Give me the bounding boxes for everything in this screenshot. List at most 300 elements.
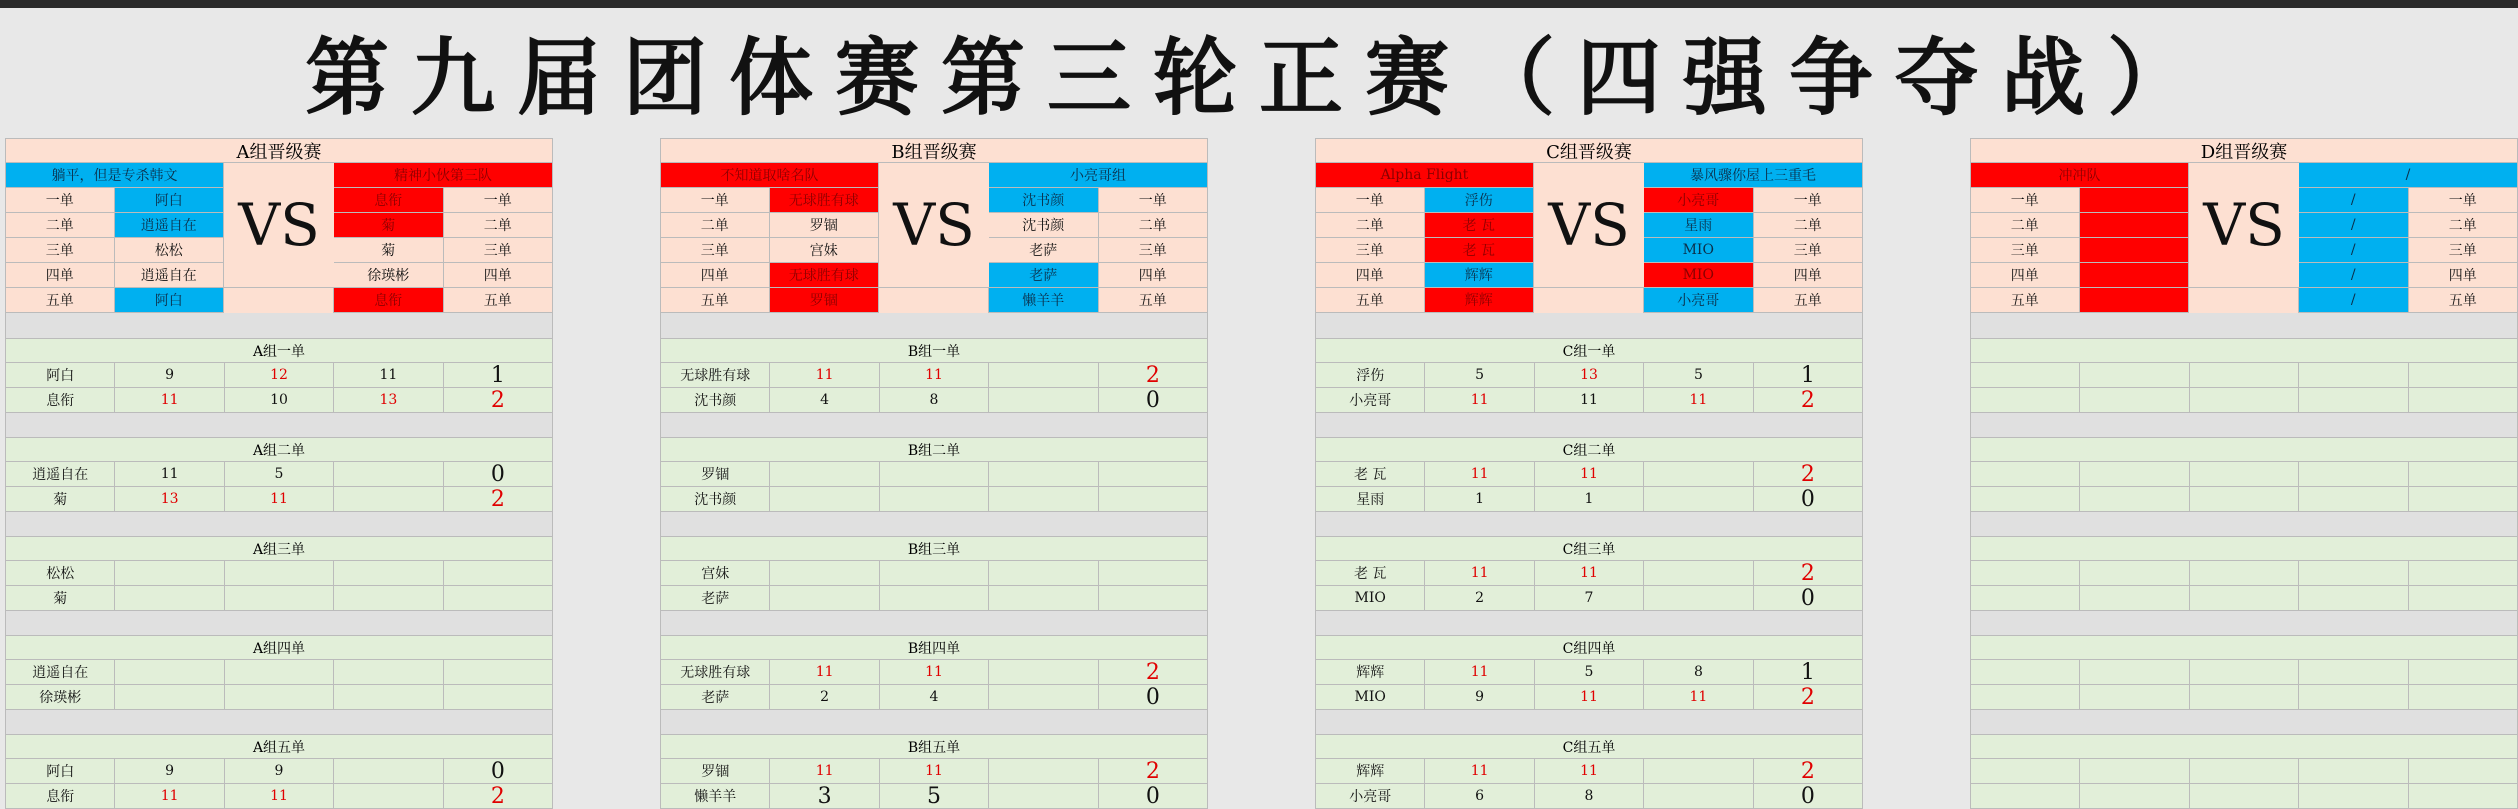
game-score bbox=[334, 487, 443, 512]
game-score: 9 bbox=[115, 363, 224, 388]
spacer-row bbox=[1970, 313, 2518, 338]
game-score bbox=[225, 685, 334, 710]
score-row bbox=[660, 363, 1208, 388]
game-score bbox=[2299, 685, 2408, 710]
game-score: 11 bbox=[1644, 685, 1753, 710]
lineup-row bbox=[1315, 288, 1863, 313]
spacer-row bbox=[660, 313, 1208, 338]
game-score: 11 bbox=[334, 363, 443, 388]
score-row bbox=[660, 487, 1208, 512]
score-row bbox=[1970, 363, 2518, 388]
position-label: 三单 bbox=[1315, 238, 1425, 263]
lineup-row bbox=[5, 288, 553, 313]
game-score bbox=[225, 561, 334, 586]
match-title: B组三单 bbox=[660, 536, 1208, 561]
score-row bbox=[5, 487, 553, 512]
score-row bbox=[1315, 784, 1863, 809]
score-row bbox=[1315, 487, 1863, 512]
match-total bbox=[1099, 462, 1208, 487]
game-score bbox=[2080, 784, 2189, 809]
game-score: 11 bbox=[1535, 462, 1644, 487]
match-title: C组一单 bbox=[1315, 338, 1863, 363]
left-player bbox=[2080, 238, 2190, 263]
score-player: 息衔 bbox=[5, 784, 115, 809]
position-label: 五单 bbox=[1754, 288, 1864, 313]
game-score bbox=[2190, 561, 2299, 586]
game-score: 9 bbox=[225, 759, 334, 784]
game-score: 11 bbox=[880, 363, 989, 388]
game-score bbox=[2190, 462, 2299, 487]
game-score bbox=[334, 586, 443, 611]
match-total bbox=[2409, 561, 2518, 586]
left-player: 阿白 bbox=[115, 288, 225, 313]
match-total bbox=[2409, 462, 2518, 487]
score-row bbox=[660, 784, 1208, 809]
game-score bbox=[2080, 388, 2189, 413]
position-label: 四单 bbox=[1315, 263, 1425, 288]
game-score bbox=[2080, 759, 2189, 784]
match-title: A组一单 bbox=[5, 338, 553, 363]
game-score bbox=[115, 586, 224, 611]
game-score bbox=[334, 784, 443, 809]
match-total: 2 bbox=[1754, 685, 1863, 710]
spacer-row bbox=[1315, 313, 1863, 338]
score-row bbox=[1315, 685, 1863, 710]
game-score: 13 bbox=[334, 388, 443, 413]
match-title bbox=[1970, 338, 2518, 363]
group-header: C组晋级赛 bbox=[1315, 138, 1863, 163]
match-total: 0 bbox=[1099, 685, 1208, 710]
right-player: / bbox=[2299, 238, 2409, 263]
group-panel bbox=[660, 138, 1208, 809]
position-label: 三单 bbox=[444, 238, 554, 263]
left-player: 辉辉 bbox=[1425, 288, 1535, 313]
game-score: 11 bbox=[1425, 759, 1534, 784]
score-row bbox=[1970, 685, 2518, 710]
game-score bbox=[1644, 462, 1753, 487]
right-player: 息衔 bbox=[334, 188, 444, 213]
game-score: 11 bbox=[770, 363, 879, 388]
team-right-name: 暴风骤你屋上三重毛 bbox=[1644, 163, 1863, 188]
position-label: 五单 bbox=[2409, 288, 2518, 313]
score-row bbox=[660, 759, 1208, 784]
score-row bbox=[1315, 462, 1863, 487]
left-player: 逍遥自在 bbox=[115, 263, 225, 288]
position-label: 一单 bbox=[1754, 188, 1864, 213]
position-label: 四单 bbox=[444, 263, 554, 288]
game-score: 5 bbox=[225, 462, 334, 487]
position-label: 二单 bbox=[1099, 213, 1209, 238]
score-row bbox=[1315, 388, 1863, 413]
game-score: 8 bbox=[1535, 784, 1644, 809]
vs-spacer bbox=[2189, 288, 2299, 313]
score-row bbox=[5, 363, 553, 388]
position-label: 三单 bbox=[2409, 238, 2518, 263]
right-player: 沈书颜 bbox=[989, 188, 1099, 213]
score-player: 徐瑛彬 bbox=[5, 685, 115, 710]
match-total: 2 bbox=[1754, 561, 1863, 586]
game-score bbox=[334, 759, 443, 784]
match-total bbox=[2409, 759, 2518, 784]
match-title: C组四单 bbox=[1315, 635, 1863, 660]
match-total: 2 bbox=[444, 487, 553, 512]
right-player: 沈书颜 bbox=[989, 213, 1099, 238]
game-score bbox=[2190, 388, 2299, 413]
position-label: 四单 bbox=[660, 263, 770, 288]
score-player: 松松 bbox=[5, 561, 115, 586]
game-score: 5 bbox=[1425, 363, 1534, 388]
match-title bbox=[1970, 536, 2518, 561]
game-score: 1 bbox=[1425, 487, 1534, 512]
lineup-row bbox=[1970, 288, 2518, 313]
position-label: 二单 bbox=[1970, 213, 2080, 238]
score-player: 小亮哥 bbox=[1315, 388, 1425, 413]
match-total: 1 bbox=[1754, 363, 1863, 388]
game-score bbox=[2080, 363, 2189, 388]
match-title: C组三单 bbox=[1315, 536, 1863, 561]
game-score bbox=[334, 561, 443, 586]
game-score bbox=[2299, 388, 2408, 413]
game-score bbox=[334, 660, 443, 685]
position-label: 四单 bbox=[5, 263, 115, 288]
game-score bbox=[334, 685, 443, 710]
match-total: 2 bbox=[1754, 388, 1863, 413]
game-score bbox=[2299, 462, 2408, 487]
spacer-row bbox=[660, 413, 1208, 438]
score-player: 息衔 bbox=[5, 388, 115, 413]
match-title: A组五单 bbox=[5, 734, 553, 759]
game-score: 5 bbox=[880, 784, 989, 809]
left-player bbox=[2080, 188, 2190, 213]
match-total bbox=[2409, 660, 2518, 685]
match-total bbox=[2409, 363, 2518, 388]
game-score: 6 bbox=[1425, 784, 1534, 809]
match-title bbox=[1970, 437, 2518, 462]
game-score: 11 bbox=[1425, 660, 1534, 685]
game-score: 7 bbox=[1535, 586, 1644, 611]
score-row bbox=[1970, 561, 2518, 586]
game-score bbox=[880, 561, 989, 586]
vs-spacer bbox=[879, 288, 989, 313]
game-score: 9 bbox=[1425, 685, 1534, 710]
game-score bbox=[1644, 561, 1753, 586]
match-title: C组二单 bbox=[1315, 437, 1863, 462]
score-row bbox=[1970, 462, 2518, 487]
right-player: MIO bbox=[1644, 238, 1754, 263]
left-player: 无球胜有球 bbox=[770, 188, 880, 213]
match-total: 1 bbox=[1754, 660, 1863, 685]
game-score: 5 bbox=[1644, 363, 1753, 388]
right-player: 小亮哥 bbox=[1644, 288, 1754, 313]
match-total bbox=[2409, 487, 2518, 512]
spacer-row bbox=[5, 611, 553, 636]
score-player: 浮伤 bbox=[1315, 363, 1425, 388]
score-row bbox=[1315, 660, 1863, 685]
match-total bbox=[2409, 388, 2518, 413]
game-score bbox=[989, 462, 1098, 487]
game-score bbox=[2299, 487, 2408, 512]
top-border bbox=[0, 0, 2518, 8]
match-title: A组三单 bbox=[5, 536, 553, 561]
score-player: 懒羊羊 bbox=[660, 784, 770, 809]
group-panel bbox=[5, 138, 553, 809]
score-player: 无球胜有球 bbox=[660, 363, 770, 388]
position-label: 二单 bbox=[660, 213, 770, 238]
game-score bbox=[989, 561, 1098, 586]
match-total bbox=[444, 561, 553, 586]
game-score bbox=[225, 586, 334, 611]
game-score: 10 bbox=[225, 388, 334, 413]
score-player: 阿白 bbox=[5, 759, 115, 784]
score-player: 逍遥自在 bbox=[5, 462, 115, 487]
score-row bbox=[1970, 759, 2518, 784]
left-player: 宫妹 bbox=[770, 238, 880, 263]
game-score bbox=[1644, 487, 1753, 512]
position-label: 五单 bbox=[444, 288, 554, 313]
score-row bbox=[660, 685, 1208, 710]
game-score: 11 bbox=[225, 784, 334, 809]
game-score bbox=[770, 487, 879, 512]
game-score bbox=[2299, 363, 2408, 388]
score-player: 星雨 bbox=[1315, 487, 1425, 512]
match-total: 0 bbox=[1754, 784, 1863, 809]
score-row bbox=[1970, 388, 2518, 413]
right-player: 菊 bbox=[334, 238, 444, 263]
left-player bbox=[2080, 213, 2190, 238]
game-score: 11 bbox=[1425, 462, 1534, 487]
spacer-row bbox=[5, 313, 553, 338]
match-total: 0 bbox=[1099, 388, 1208, 413]
right-player: 菊 bbox=[334, 213, 444, 238]
position-label: 三单 bbox=[1754, 238, 1864, 263]
score-player bbox=[1970, 388, 2080, 413]
score-row bbox=[5, 759, 553, 784]
match-total: 2 bbox=[444, 388, 553, 413]
match-title: B组四单 bbox=[660, 635, 1208, 660]
match-title: A组四单 bbox=[5, 635, 553, 660]
vs-label: VS bbox=[224, 163, 334, 288]
spacer-row bbox=[660, 512, 1208, 537]
game-score bbox=[225, 660, 334, 685]
position-label: 三单 bbox=[660, 238, 770, 263]
match-total: 0 bbox=[1754, 487, 1863, 512]
team-right-name: / bbox=[2299, 163, 2518, 188]
left-player: 阿白 bbox=[115, 188, 225, 213]
right-player: 星雨 bbox=[1644, 213, 1754, 238]
spacer-row bbox=[5, 512, 553, 537]
game-score bbox=[2080, 462, 2189, 487]
score-player: 沈书颜 bbox=[660, 388, 770, 413]
score-player: 无球胜有球 bbox=[660, 660, 770, 685]
game-score bbox=[989, 363, 1098, 388]
right-player: 懒羊羊 bbox=[989, 288, 1099, 313]
score-row bbox=[5, 685, 553, 710]
score-player bbox=[1970, 586, 2080, 611]
position-label: 四单 bbox=[2409, 263, 2518, 288]
vs-label: VS bbox=[879, 163, 989, 288]
group-panel bbox=[1315, 138, 1863, 809]
game-score: 11 bbox=[1425, 561, 1534, 586]
game-score: 4 bbox=[770, 388, 879, 413]
spacer-row bbox=[1315, 413, 1863, 438]
game-score bbox=[334, 462, 443, 487]
game-score: 9 bbox=[115, 759, 224, 784]
score-player bbox=[1970, 462, 2080, 487]
score-player: 老 瓦 bbox=[1315, 462, 1425, 487]
group-header: D组晋级赛 bbox=[1970, 138, 2518, 163]
position-label: 二单 bbox=[1754, 213, 1864, 238]
game-score bbox=[2190, 660, 2299, 685]
game-score: 11 bbox=[1535, 388, 1644, 413]
game-score: 13 bbox=[1535, 363, 1644, 388]
left-player: 辉辉 bbox=[1425, 263, 1535, 288]
score-row bbox=[1970, 660, 2518, 685]
group-header: B组晋级赛 bbox=[660, 138, 1208, 163]
vs-spacer bbox=[1534, 288, 1644, 313]
right-player: / bbox=[2299, 188, 2409, 213]
match-total: 0 bbox=[1754, 586, 1863, 611]
score-player bbox=[1970, 561, 2080, 586]
game-score: 11 bbox=[115, 388, 224, 413]
game-score bbox=[2080, 487, 2189, 512]
game-score bbox=[989, 759, 1098, 784]
match-total bbox=[1099, 561, 1208, 586]
game-score: 12 bbox=[225, 363, 334, 388]
left-player bbox=[2080, 288, 2190, 313]
game-score bbox=[989, 685, 1098, 710]
game-score bbox=[115, 685, 224, 710]
spacer-row bbox=[1970, 512, 2518, 537]
right-player: / bbox=[2299, 213, 2409, 238]
left-player bbox=[2080, 263, 2190, 288]
game-score: 4 bbox=[880, 685, 989, 710]
score-row bbox=[1315, 363, 1863, 388]
match-total bbox=[444, 586, 553, 611]
game-score bbox=[989, 388, 1098, 413]
right-player: 息衔 bbox=[334, 288, 444, 313]
score-player: 老萨 bbox=[660, 586, 770, 611]
spacer-row bbox=[1315, 710, 1863, 735]
game-score bbox=[2190, 487, 2299, 512]
score-row bbox=[5, 462, 553, 487]
game-score: 11 bbox=[115, 462, 224, 487]
position-label: 四单 bbox=[1970, 263, 2080, 288]
group-panel bbox=[1970, 138, 2518, 809]
game-score: 8 bbox=[1644, 660, 1753, 685]
score-player bbox=[1970, 660, 2080, 685]
score-row bbox=[660, 660, 1208, 685]
game-score bbox=[115, 561, 224, 586]
position-label: 二单 bbox=[2409, 213, 2518, 238]
right-player: 老萨 bbox=[989, 263, 1099, 288]
score-player: MIO bbox=[1315, 586, 1425, 611]
game-score bbox=[115, 660, 224, 685]
score-player: 罗锢 bbox=[660, 462, 770, 487]
position-label: 三单 bbox=[5, 238, 115, 263]
match-total bbox=[2409, 586, 2518, 611]
spacer-row bbox=[1970, 710, 2518, 735]
match-total bbox=[1099, 487, 1208, 512]
score-row bbox=[1315, 759, 1863, 784]
game-score: 11 bbox=[770, 660, 879, 685]
game-score bbox=[2080, 561, 2189, 586]
game-score bbox=[2190, 685, 2299, 710]
spacer-row bbox=[5, 413, 553, 438]
match-total: 2 bbox=[1754, 462, 1863, 487]
position-label: 二单 bbox=[5, 213, 115, 238]
game-score: 2 bbox=[770, 685, 879, 710]
position-label: 一单 bbox=[1099, 188, 1209, 213]
game-score bbox=[2190, 586, 2299, 611]
game-score: 11 bbox=[880, 759, 989, 784]
game-score: 11 bbox=[1535, 561, 1644, 586]
match-total bbox=[2409, 685, 2518, 710]
score-row bbox=[1315, 586, 1863, 611]
team-left-name: 躺平，但是专杀韩文 bbox=[5, 163, 224, 188]
match-title: B组二单 bbox=[660, 437, 1208, 462]
position-label: 二单 bbox=[1315, 213, 1425, 238]
game-score: 11 bbox=[225, 487, 334, 512]
match-total: 2 bbox=[1099, 363, 1208, 388]
position-label: 一单 bbox=[5, 188, 115, 213]
match-title bbox=[1970, 635, 2518, 660]
left-player: 罗锢 bbox=[770, 213, 880, 238]
game-score: 11 bbox=[1535, 759, 1644, 784]
match-total bbox=[2409, 784, 2518, 809]
right-player: / bbox=[2299, 263, 2409, 288]
match-total: 0 bbox=[1099, 784, 1208, 809]
score-player: 辉辉 bbox=[1315, 660, 1425, 685]
game-score bbox=[770, 561, 879, 586]
score-row bbox=[1970, 487, 2518, 512]
game-score bbox=[880, 462, 989, 487]
score-player: 沈书颜 bbox=[660, 487, 770, 512]
game-score: 2 bbox=[1425, 586, 1534, 611]
position-label: 五单 bbox=[1315, 288, 1425, 313]
match-title bbox=[1970, 734, 2518, 759]
group-header: A组晋级赛 bbox=[5, 138, 553, 163]
spacer-row bbox=[1315, 512, 1863, 537]
position-label: 五单 bbox=[660, 288, 770, 313]
score-row bbox=[5, 388, 553, 413]
match-total: 2 bbox=[1099, 759, 1208, 784]
game-score bbox=[2190, 759, 2299, 784]
score-player bbox=[1970, 784, 2080, 809]
left-player: 罗锢 bbox=[770, 288, 880, 313]
match-total: 2 bbox=[1754, 759, 1863, 784]
team-right-name: 小亮哥组 bbox=[989, 163, 1208, 188]
match-total: 0 bbox=[444, 462, 553, 487]
game-score bbox=[2080, 660, 2189, 685]
game-score bbox=[1644, 759, 1753, 784]
score-player: 菊 bbox=[5, 586, 115, 611]
match-title: B组一单 bbox=[660, 338, 1208, 363]
score-player: 小亮哥 bbox=[1315, 784, 1425, 809]
team-left-name: 不知道取啥名队 bbox=[660, 163, 879, 188]
vs-label: VS bbox=[1534, 163, 1644, 288]
score-row bbox=[660, 462, 1208, 487]
game-score: 11 bbox=[115, 784, 224, 809]
match-total: 0 bbox=[444, 759, 553, 784]
right-player: / bbox=[2299, 288, 2409, 313]
game-score bbox=[2299, 759, 2408, 784]
left-player: 无球胜有球 bbox=[770, 263, 880, 288]
position-label: 五单 bbox=[1970, 288, 2080, 313]
game-score bbox=[2190, 363, 2299, 388]
game-score bbox=[770, 462, 879, 487]
game-score bbox=[2080, 586, 2189, 611]
game-score bbox=[880, 487, 989, 512]
